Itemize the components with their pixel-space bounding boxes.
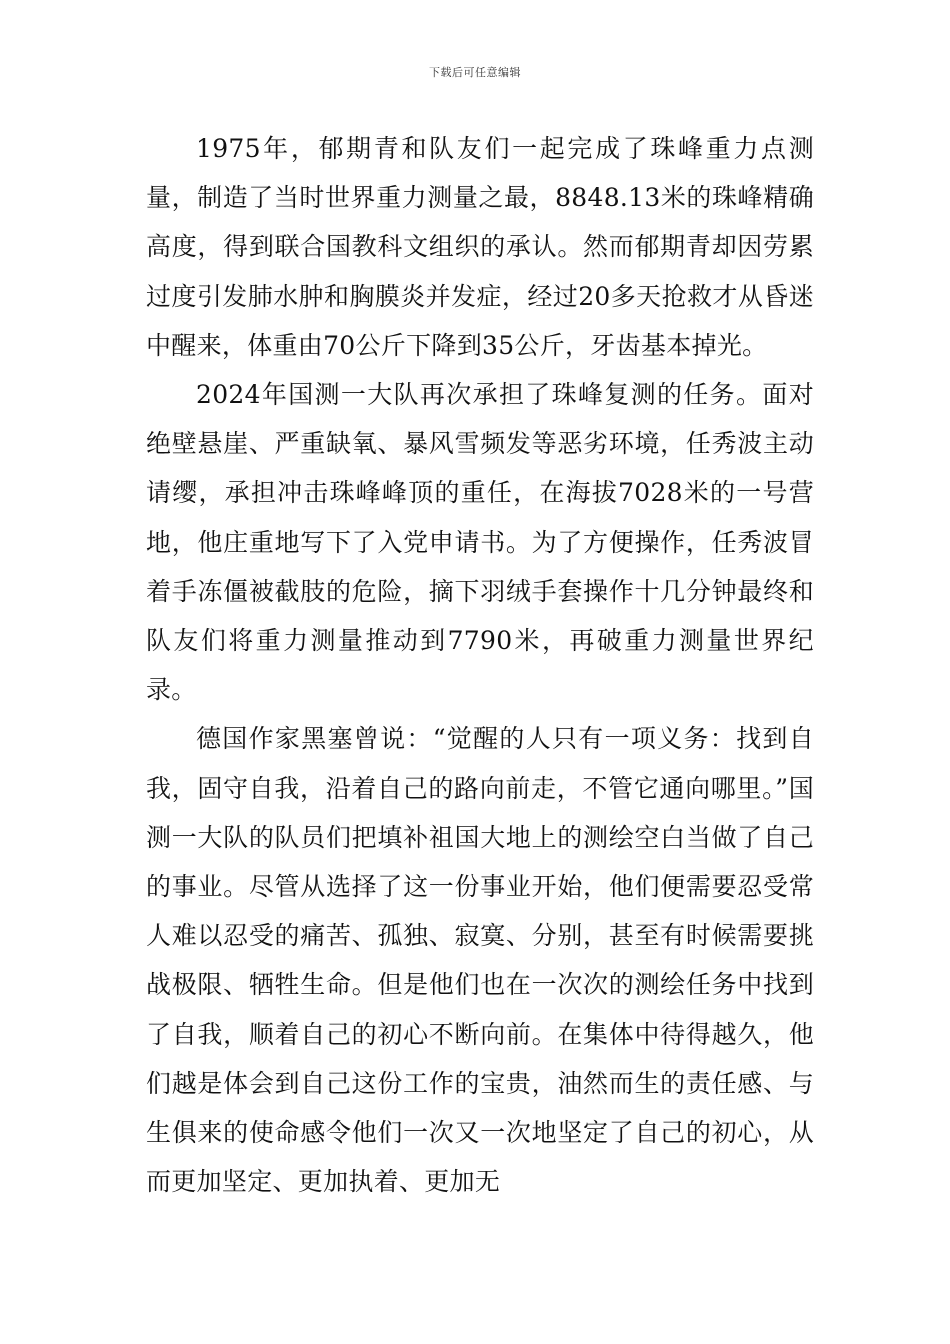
page-header: 下载后可任意编辑 xyxy=(429,66,521,79)
paragraph-3: 德国作家黑塞曾说：“觉醒的人只有一项义务：找到自我，固守自我，沿着自己的路向前走，不管它通向哪里。”国测一大队的队员们把填补祖国大地上的测绘空白当做了自己的事业。尽管从选择了这一份事业开始，他们便需要忍受常人难以忍受的痛苦、孤独、寂寞、分别，甚至有时候需要挑战极限、牺牲生命。但是他们也在一次次的测绘任务中找到了自我，顺着自己的初心不断向前。在集体中待得越久，他们越是体会到自己这份工作的宝贵，油然而生的责任感、与生俱来的使命感令他们一次又一次地坚定了自己的初心，从而更加坚定、更加执着、更加无 xyxy=(146,724,814,1197)
document-body xyxy=(146,124,814,1206)
paragraph-2: 2024年国测一大队再次承担了珠峰复测的任务。面对绝壁悬崖、严重缺氧、暴风雪频发等恶劣环境，任秀波主动请缨，承担冲击珠峰峰顶的重任，在海拔7028米的一号营地，他庄重地写下了入党申请书。为了方便操作，任秀波冒着手冻僵被截肢的危险，摘下羽绒手套操作十几分钟最终和队友们将重力测量推动到7790米，再破重力测量世界纪录。 xyxy=(146,380,814,705)
paragraph-1: 1975年，郁期青和队友们一起完成了珠峰重力点测量，制造了当时世界重力测量之最，8848.13米的珠峰精确高度，得到联合国教科文组织的承认。然而郁期青却因劳累过度引发肺水肿和胸膜炎并发症，经过20多天抢救才从昏迷中醒来，体重由70公斤下降到35公斤，牙齿基本掉光。 xyxy=(146,134,814,360)
